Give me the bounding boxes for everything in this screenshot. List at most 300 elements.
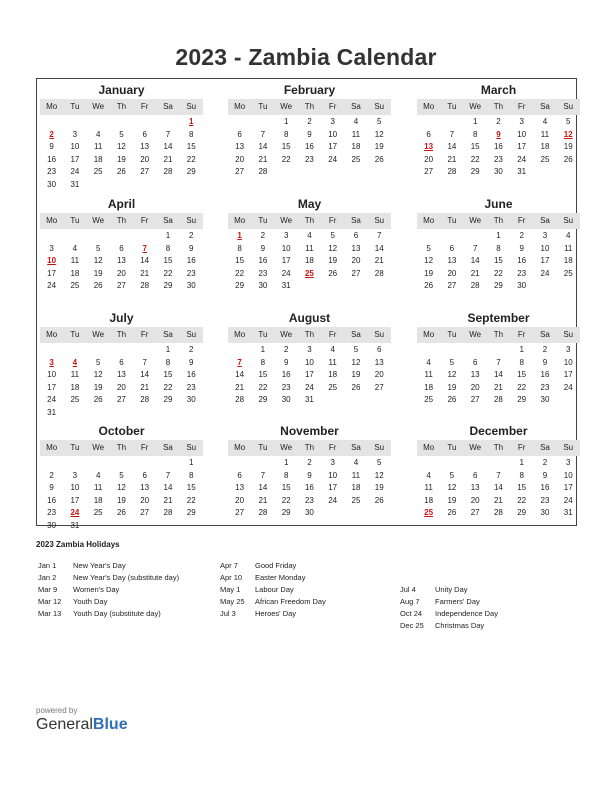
weekday-label: We (92, 216, 105, 225)
month-name: April (107, 197, 136, 211)
day-cell: 28 (493, 395, 503, 404)
day-grid (40, 456, 203, 532)
holiday-date: Apr 7 (220, 561, 238, 570)
weekday-label: Tu (258, 330, 268, 339)
day-cell: 25 (93, 508, 103, 517)
weekday-header (417, 99, 580, 115)
holiday-name: Unity Day (435, 585, 468, 594)
weekday-label: We (92, 102, 105, 111)
day-cell: 27 (140, 167, 150, 176)
day-cell: 25 (351, 495, 361, 505)
day-cell: 23 (186, 382, 196, 392)
day-cell: 5 (353, 345, 359, 354)
weekday-label: Mo (423, 216, 435, 225)
day-cell: 28 (374, 268, 384, 278)
day-cell: 26 (424, 281, 434, 290)
month-name: July (109, 311, 134, 325)
day-cell: 6 (142, 470, 147, 480)
weekday-label: Su (186, 330, 197, 339)
day-blank (251, 457, 274, 470)
day-cell: 8 (260, 357, 266, 367)
holiday-name: New Year's Day (73, 561, 126, 570)
day-cell: 7 (377, 231, 382, 240)
day-cell: 6 (472, 470, 478, 480)
day-cell: 5 (449, 357, 455, 367)
holiday-date: Oct 24 (400, 609, 423, 618)
holiday-day-cell: 3 (49, 357, 54, 367)
day-cell: 16 (517, 256, 527, 265)
holiday-name: Women's Day (73, 585, 120, 594)
day-cell: 4 (426, 470, 431, 480)
day-cell: 10 (328, 470, 338, 480)
day-cell: 22 (517, 495, 527, 505)
day-cell: 5 (449, 470, 455, 480)
weekday-label: Mo (423, 102, 435, 111)
day-cell: 5 (330, 231, 335, 240)
day-cell: 19 (93, 382, 103, 392)
weekday-label: Su (374, 216, 385, 225)
month-july (40, 310, 203, 419)
weekday-label: Mo (423, 330, 435, 339)
holiday-date: Mar 9 (38, 585, 58, 594)
holiday-name: New Year's Day (substitute day) (73, 573, 180, 582)
day-cell: 9 (189, 243, 194, 253)
day-cell: 6 (237, 470, 242, 480)
day-cell: 23 (493, 154, 503, 164)
day-cell: 16 (540, 370, 550, 379)
day-cell: 21 (140, 268, 150, 278)
weekday-label: Fr (140, 330, 149, 339)
day-cell: 23 (47, 167, 57, 176)
weekday-header (228, 440, 391, 456)
day-cell: 26 (447, 395, 457, 404)
day-blank (464, 344, 487, 357)
weekday-header (228, 99, 391, 115)
calendar-grid (36, 78, 577, 530)
day-cell: 22 (235, 268, 245, 278)
day-cell: 2 (49, 470, 54, 480)
day-cell: 9 (519, 243, 524, 253)
day-cell: 20 (447, 268, 457, 278)
month-name: October (98, 424, 145, 438)
day-cell: 12 (424, 256, 434, 265)
day-cell: 13 (470, 483, 480, 492)
day-blank (87, 457, 110, 470)
day-cell: 14 (258, 483, 268, 492)
day-cell: 26 (116, 167, 126, 176)
day-cell: 8 (237, 243, 242, 253)
day-cell: 26 (351, 382, 361, 392)
day-cell: 23 (540, 495, 550, 505)
day-cell: 4 (95, 129, 101, 139)
day-cell: 8 (189, 129, 194, 139)
day-cell: 2 (189, 345, 194, 354)
day-cell: 27 (140, 508, 150, 517)
day-cell: 30 (258, 281, 268, 290)
weekday-header (40, 213, 203, 229)
holidays-title: 2023 Zambia Holidays (36, 540, 120, 549)
weekday-label: Mo (234, 102, 246, 111)
weekday-label: Fr (140, 216, 149, 225)
holiday-date: Jul 4 (400, 585, 416, 594)
day-cell: 1 (472, 117, 478, 126)
weekday-label: We (280, 443, 293, 452)
day-cell: 23 (186, 268, 196, 278)
holiday-date: Mar 13 (38, 609, 62, 618)
day-blank (40, 116, 63, 129)
brand-logo[interactable] (36, 716, 128, 734)
day-cell: 7 (260, 129, 266, 139)
day-cell: 22 (163, 268, 173, 278)
day-cell: 24 (517, 154, 527, 164)
day-cell: 14 (163, 483, 173, 492)
day-cell: 26 (447, 508, 457, 517)
weekday-label: Sa (540, 102, 550, 111)
day-cell: 31 (47, 407, 57, 417)
day-cell: 24 (304, 382, 314, 392)
day-cell: 2 (307, 117, 312, 126)
weekday-label: Su (563, 216, 574, 225)
day-cell: 10 (70, 483, 80, 492)
day-cell: 31 (281, 281, 291, 290)
day-cell: 26 (328, 268, 338, 278)
weekday-label: We (469, 443, 482, 452)
day-cell: 11 (424, 483, 433, 492)
day-cell: 5 (95, 357, 101, 367)
day-cell: 28 (140, 395, 150, 404)
day-blank (40, 344, 63, 357)
day-cell: 8 (519, 470, 524, 480)
day-cell: 10 (304, 357, 314, 367)
day-cell: 25 (328, 382, 338, 392)
day-cell: 27 (351, 268, 361, 278)
day-cell: 16 (186, 370, 196, 379)
day-cell: 11 (564, 243, 573, 253)
weekday-header (228, 213, 391, 229)
weekday-label: Su (186, 102, 197, 111)
weekday-label: Su (186, 216, 197, 225)
page-title: 2023 - Zambia Calendar (175, 44, 437, 70)
day-cell: 15 (235, 256, 245, 265)
weekday-label: We (280, 216, 293, 225)
weekday-label: Th (493, 443, 504, 452)
weekday-label: Fr (140, 102, 149, 111)
day-cell: 8 (189, 470, 194, 480)
holiday-row (38, 584, 218, 596)
day-cell: 3 (283, 231, 289, 240)
day-cell: 14 (235, 370, 245, 379)
day-cell: 19 (328, 256, 338, 265)
day-cell: 24 (281, 268, 291, 278)
weekday-label: Sa (163, 216, 173, 225)
weekday-label: Th (116, 330, 127, 339)
weekday-label: Mo (46, 102, 58, 111)
day-cell: 23 (517, 268, 527, 278)
day-cell: 3 (519, 117, 524, 126)
day-cell: 22 (186, 495, 196, 505)
month-name: December (469, 424, 528, 438)
day-cell: 19 (563, 142, 573, 151)
holiday-row (38, 608, 218, 620)
day-cell: 2 (542, 345, 548, 354)
weekday-label: We (92, 330, 105, 339)
day-cell: 14 (374, 243, 384, 253)
day-grid (417, 115, 580, 179)
day-cell: 24 (328, 495, 338, 505)
day-cell: 5 (95, 243, 101, 253)
day-cell: 2 (307, 458, 312, 467)
day-cell: 20 (235, 154, 245, 164)
day-cell: 11 (424, 370, 433, 379)
day-cell: 1 (165, 345, 171, 354)
weekday-label: Fr (328, 443, 337, 452)
holiday-date: Apr 10 (220, 573, 243, 582)
day-cell: 22 (258, 382, 268, 392)
day-blank (110, 344, 133, 357)
day-cell: 9 (542, 357, 548, 367)
day-cell: 17 (47, 268, 57, 278)
day-cell: 5 (426, 243, 431, 253)
brand-name-part2: Blue (92, 716, 128, 733)
weekday-label: Tu (258, 443, 268, 452)
day-cell: 15 (186, 483, 196, 492)
day-cell: 17 (517, 142, 527, 151)
day-cell: 21 (470, 268, 480, 278)
day-cell: 14 (493, 483, 503, 492)
day-cell: 21 (140, 382, 150, 392)
day-cell: 4 (566, 231, 571, 240)
weekday-label: We (469, 330, 482, 339)
month-october (40, 423, 203, 532)
day-cell: 1 (519, 458, 524, 467)
day-cell: 3 (566, 345, 571, 354)
day-cell: 11 (94, 142, 103, 151)
day-cell: 8 (283, 129, 289, 139)
day-cell: 30 (186, 281, 196, 290)
day-cell: 25 (93, 167, 103, 176)
day-cell: 22 (163, 382, 173, 392)
weekday-label: We (469, 216, 482, 225)
holiday-row (220, 560, 400, 572)
holiday-day-cell: 4 (72, 357, 78, 367)
day-blank (440, 457, 463, 470)
weekday-label: Tu (70, 216, 80, 225)
day-cell: 7 (165, 129, 171, 139)
day-cell: 12 (447, 370, 457, 379)
holiday-row (38, 560, 218, 572)
day-cell: 27 (470, 508, 480, 517)
holiday-day-cell: 9 (496, 129, 501, 139)
holiday-day-cell: 13 (424, 142, 434, 151)
day-cell: 20 (116, 268, 126, 278)
day-cell: 25 (540, 154, 550, 164)
day-cell: 9 (189, 357, 194, 367)
day-cell: 1 (283, 458, 289, 467)
month-name: May (297, 197, 322, 211)
day-blank (110, 116, 133, 129)
day-cell: 12 (116, 483, 126, 492)
day-cell: 20 (424, 154, 434, 164)
day-cell: 5 (566, 117, 571, 126)
day-cell: 27 (116, 395, 126, 404)
day-cell: 28 (258, 167, 268, 176)
month-name: June (484, 197, 513, 211)
day-cell: 22 (517, 382, 527, 392)
weekday-label: We (469, 102, 482, 111)
day-cell: 19 (351, 370, 361, 379)
month-name: September (467, 311, 530, 325)
day-cell: 29 (186, 508, 196, 517)
day-cell: 6 (237, 129, 242, 139)
day-cell: 18 (563, 256, 573, 265)
day-cell: 19 (424, 268, 434, 278)
day-blank (440, 344, 463, 357)
day-cell: 12 (93, 256, 103, 265)
day-cell: 31 (304, 395, 314, 404)
day-cell: 23 (281, 382, 291, 392)
weekday-label: Sa (163, 102, 173, 111)
day-cell: 20 (235, 495, 245, 505)
month-name: February (283, 83, 336, 97)
day-cell: 29 (517, 395, 527, 404)
day-grid (40, 229, 203, 293)
weekday-header (417, 327, 580, 343)
day-cell: 28 (493, 508, 503, 517)
day-cell: 18 (540, 142, 550, 151)
day-cell: 16 (304, 142, 314, 151)
holiday-name: Labour Day (255, 585, 294, 594)
day-cell: 15 (258, 370, 268, 379)
holiday-row (400, 596, 580, 608)
day-cell: 1 (519, 345, 524, 354)
day-cell: 30 (47, 179, 57, 189)
day-grid (417, 343, 580, 407)
day-cell: 29 (163, 281, 173, 290)
weekday-label: Tu (70, 102, 80, 111)
holiday-day-cell: 7 (142, 243, 147, 253)
holiday-row (38, 572, 218, 584)
holiday-day-cell: 25 (424, 508, 434, 517)
holiday-name: Youth Day (73, 597, 108, 606)
day-blank (133, 344, 156, 357)
day-cell: 7 (496, 470, 501, 480)
weekday-label: Mo (423, 443, 435, 452)
day-grid (417, 456, 580, 520)
day-cell: 18 (424, 495, 434, 505)
day-cell: 27 (235, 167, 245, 176)
weekday-label: Tu (70, 330, 80, 339)
day-cell: 16 (186, 256, 196, 265)
weekday-label: Tu (70, 443, 80, 452)
month-march (417, 82, 580, 179)
day-cell: 3 (330, 458, 335, 467)
day-cell: 26 (374, 154, 384, 164)
day-cell: 26 (93, 395, 103, 404)
day-cell: 1 (496, 231, 501, 240)
day-grid (40, 343, 203, 419)
day-cell: 23 (304, 495, 314, 505)
day-cell: 15 (493, 256, 503, 265)
holiday-row (400, 584, 580, 596)
day-cell: 7 (496, 357, 501, 367)
day-cell: 4 (353, 458, 359, 467)
day-cell: 13 (116, 370, 126, 379)
day-cell: 14 (140, 256, 150, 265)
day-cell: 9 (49, 483, 54, 492)
weekday-label: Mo (234, 443, 246, 452)
day-cell: 29 (281, 508, 291, 517)
day-cell: 15 (163, 370, 173, 379)
day-cell: 27 (447, 281, 457, 290)
day-cell: 4 (95, 470, 101, 480)
day-cell: 5 (119, 470, 124, 480)
day-cell: 7 (472, 243, 478, 253)
day-cell: 18 (93, 154, 103, 164)
weekday-label: Mo (46, 330, 58, 339)
day-cell: 28 (258, 508, 268, 517)
holiday-row (38, 596, 218, 608)
day-cell: 8 (496, 243, 501, 253)
day-cell: 14 (163, 142, 173, 151)
day-cell: 11 (328, 357, 337, 367)
holiday-day-cell: 10 (47, 256, 57, 265)
weekday-header (40, 440, 203, 456)
day-cell: 21 (447, 154, 457, 164)
day-cell: 28 (163, 167, 173, 176)
day-cell: 4 (72, 243, 78, 253)
day-cell: 19 (447, 495, 457, 505)
holiday-date: May 1 (220, 585, 241, 594)
day-cell: 7 (260, 470, 266, 480)
day-cell: 13 (235, 483, 245, 492)
day-cell: 22 (281, 495, 291, 505)
month-november (228, 423, 391, 520)
powered-by-text: powered by (36, 706, 78, 715)
weekday-label: Fr (328, 216, 337, 225)
day-blank (133, 457, 156, 470)
day-cell: 11 (540, 129, 550, 139)
day-blank (87, 116, 110, 129)
weekday-label: Sa (540, 443, 550, 452)
day-cell: 23 (258, 268, 268, 278)
day-cell: 10 (328, 129, 338, 139)
weekday-label: Mo (46, 216, 58, 225)
month-name: March (480, 83, 517, 97)
day-cell: 17 (328, 142, 338, 151)
day-cell: 30 (281, 395, 291, 404)
day-blank (63, 230, 86, 243)
weekday-label: Su (374, 102, 385, 111)
day-blank (40, 457, 63, 470)
day-cell: 22 (281, 154, 291, 164)
day-cell: 31 (517, 167, 527, 176)
holiday-date: Jan 2 (38, 573, 57, 582)
day-cell: 27 (374, 382, 384, 392)
day-cell: 25 (563, 268, 573, 278)
day-cell: 22 (186, 154, 196, 164)
day-cell: 28 (447, 167, 457, 176)
month-september (417, 310, 580, 407)
day-cell: 17 (540, 256, 550, 265)
weekday-label: Fr (328, 330, 337, 339)
day-cell: 12 (374, 470, 384, 480)
day-cell: 12 (93, 370, 103, 379)
weekday-label: Mo (46, 443, 58, 452)
day-cell: 4 (542, 117, 548, 126)
weekday-label: Tu (447, 443, 457, 452)
day-cell: 2 (542, 458, 548, 467)
holiday-date: Jul 3 (220, 609, 236, 618)
